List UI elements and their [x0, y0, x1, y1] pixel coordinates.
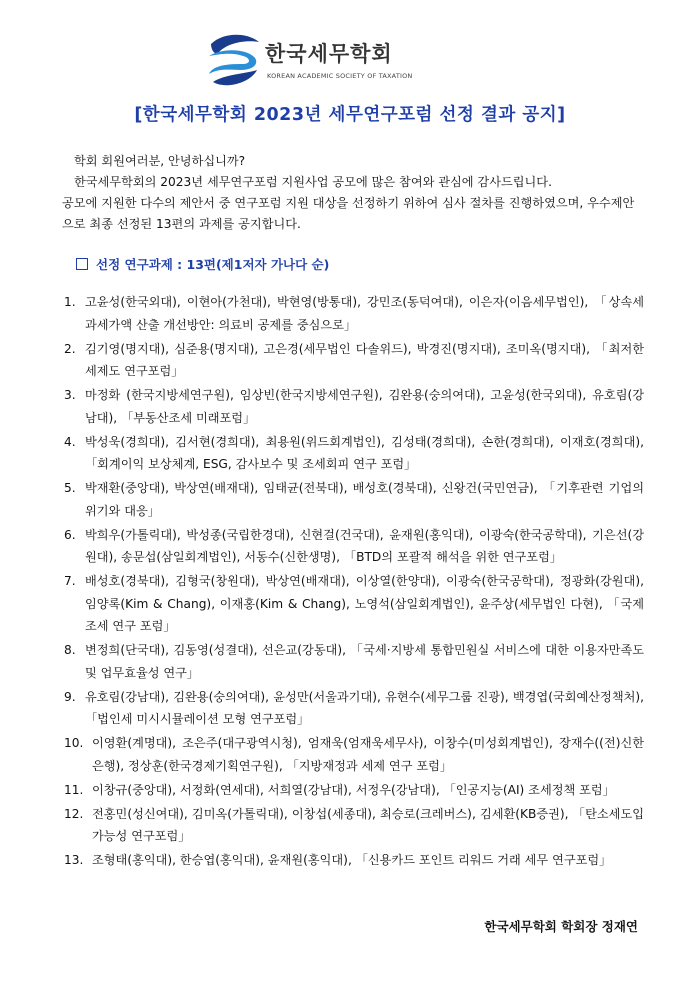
list-item: [64, 732, 644, 777]
item-number: 2.: [64, 341, 76, 356]
item-number: 1.: [64, 295, 76, 309]
selected-projects-list: [64, 291, 644, 873]
intro-announcement: 공모에 지원한 다수의 제안서 중 연구포럼 지원 대상을 선정하기 위하여 심사 절차를 진행하였으며, 우수제안으로 최종 선정된 13편의 과제를 공지합니다.: [62, 196, 635, 231]
list-item: [64, 384, 644, 429]
list-item: [64, 803, 644, 848]
list-item: [64, 338, 644, 383]
item-number: 6.: [64, 527, 76, 542]
item-text: 마정화 (한국지방세연구원), 임상빈(한국지방세연구원), 김완용(숭의여대), 고윤성(한국외대), 유호림(강남대), 「부동산조세 미래포럼」: [85, 388, 644, 425]
section-heading: [76, 255, 329, 273]
item-text: 박희우(가톨릭대), 박성종(국립한경대), 신현걸(건국대), 윤재원(홍익대), 이광숙(한국공학대), 기은선(강원대), 송문섭(삼일회계법인), 서동수(신한생명), 「BTD의 포괄적 해석을 위한 연구포럼」: [85, 527, 644, 564]
section-heading-text: 선정 연구과제 : 13편(제1저자 가나다 순): [96, 257, 330, 272]
item-text: 김기영(명지대), 심준용(명지대), 고은경(세무법인 다솔위드), 박경진(명지대), 조미옥(명지대), 「최저한세제도 연구포럼」: [85, 341, 644, 378]
item-text: 고윤성(한국외대), 이현아(가천대), 박현영(방통대), 강민조(동덕여대), 이은자(이음세무법인), 「상속세 과세가액 산출 개선방안: 의료비 공제를 중심으로」: [85, 295, 644, 332]
item-number: 3.: [64, 388, 76, 402]
list-item: [64, 849, 644, 872]
item-number: 9.: [64, 689, 76, 704]
list-item: [64, 779, 644, 802]
item-number: 5.: [64, 481, 76, 495]
item-number: 7.: [64, 574, 76, 588]
item-text: 박재환(중앙대), 박상연(배재대), 임태균(전북대), 배성호(경북대), 신왕건(국민연금), 「기후관련 기업의 위기와 대응」: [85, 481, 644, 518]
intro-greeting: 학회 회원여러분, 안녕하십니까?: [74, 154, 246, 168]
item-text: 유호림(강남대), 김완용(숭의여대), 윤성만(서울과기대), 유현수(세무그룹 진광), 백경엽(국회예산정책처), 「법인세 미시시뮬레이션 모형 연구포럼」: [85, 689, 644, 726]
checkbox-square-icon: [76, 258, 88, 270]
logo-name-english: KOREAN ACADEMIC SOCIETY OF TAXATION: [267, 72, 413, 80]
item-number: 8.: [64, 643, 76, 657]
list-item: [64, 686, 644, 731]
signature: 한국세무학회 학회장 정재연: [484, 919, 638, 934]
item-number: 10.: [64, 736, 84, 750]
item-text: 전홍민(성신여대), 김미옥(가톨릭대), 이창섭(세종대), 최승로(크레버스), 김세환(KB증권), 「탄소세도입가능성 연구포럼」: [92, 806, 644, 843]
list-item: [64, 431, 644, 476]
intro-thanks: 한국세무학회의 2023년 세무연구포럼 지원사업 공모에 많은 참여와 관심에 감사드립니다.: [74, 175, 552, 189]
item-text: 변정희(단국대), 김동영(성결대), 선은교(강동대), 「국세·지방세 통합민원실 서비스에 대한 이용자만족도 및 업무효율성 연구」: [85, 643, 644, 680]
item-number: 4.: [64, 434, 76, 449]
item-text: 조형태(홍익대), 한승엽(홍익대), 윤재원(홍익대), 「신용카드 포인트 리워드 거래 세무 연구포럼」: [92, 853, 612, 867]
list-item: [64, 291, 644, 336]
item-text: 이창규(중앙대), 서정화(연세대), 서희열(강남대), 서정우(강남대), 「인공지능(AI) 조세정책 포럼」: [92, 782, 615, 797]
item-number: 11.: [64, 782, 84, 797]
item-text: 박성욱(경희대), 김서현(경희대), 최용원(위드회계법인), 김성태(경희대), 손한(경희대), 이재호(경희대), 「회계이익 보상체계, ESG, 감사보수 및 조세회피 연구 포럼」: [85, 434, 644, 471]
intro-paragraph: [64, 151, 644, 235]
notice-title: [한국세무학회 2023년 세무연구포럼 선정 결과 공지]: [134, 105, 566, 125]
list-item: [64, 524, 644, 569]
society-emblem-icon: [203, 30, 265, 92]
list-item: [64, 570, 644, 638]
item-number: 12.: [64, 806, 84, 821]
list-item: [64, 477, 644, 522]
item-number: 13.: [64, 853, 84, 867]
item-text: 이영환(계명대), 조은주(대구광역시청), 엄재욱(엄재욱세무사), 이창수(미성회계법인), 장재수((전)신한은행), 정상훈(한국경제기획연구원), 「지방재정과 세제 연구 포럼」: [92, 736, 644, 773]
society-logo: [203, 30, 413, 94]
item-text: 배성호(경북대), 김형국(창원대), 박상연(배재대), 이상열(한양대), 이광숙(한국공학대), 정광화(강원대), 임양록(Kim & Chang), 이재홍(Kim & Chang), 노영석(삼일회계법인), 윤주상(세무법인 다현), 「국제 조세 연구 포럼」: [85, 574, 644, 633]
list-item: [64, 639, 644, 684]
logo-name-korean: 한국세무학회: [265, 42, 393, 66]
